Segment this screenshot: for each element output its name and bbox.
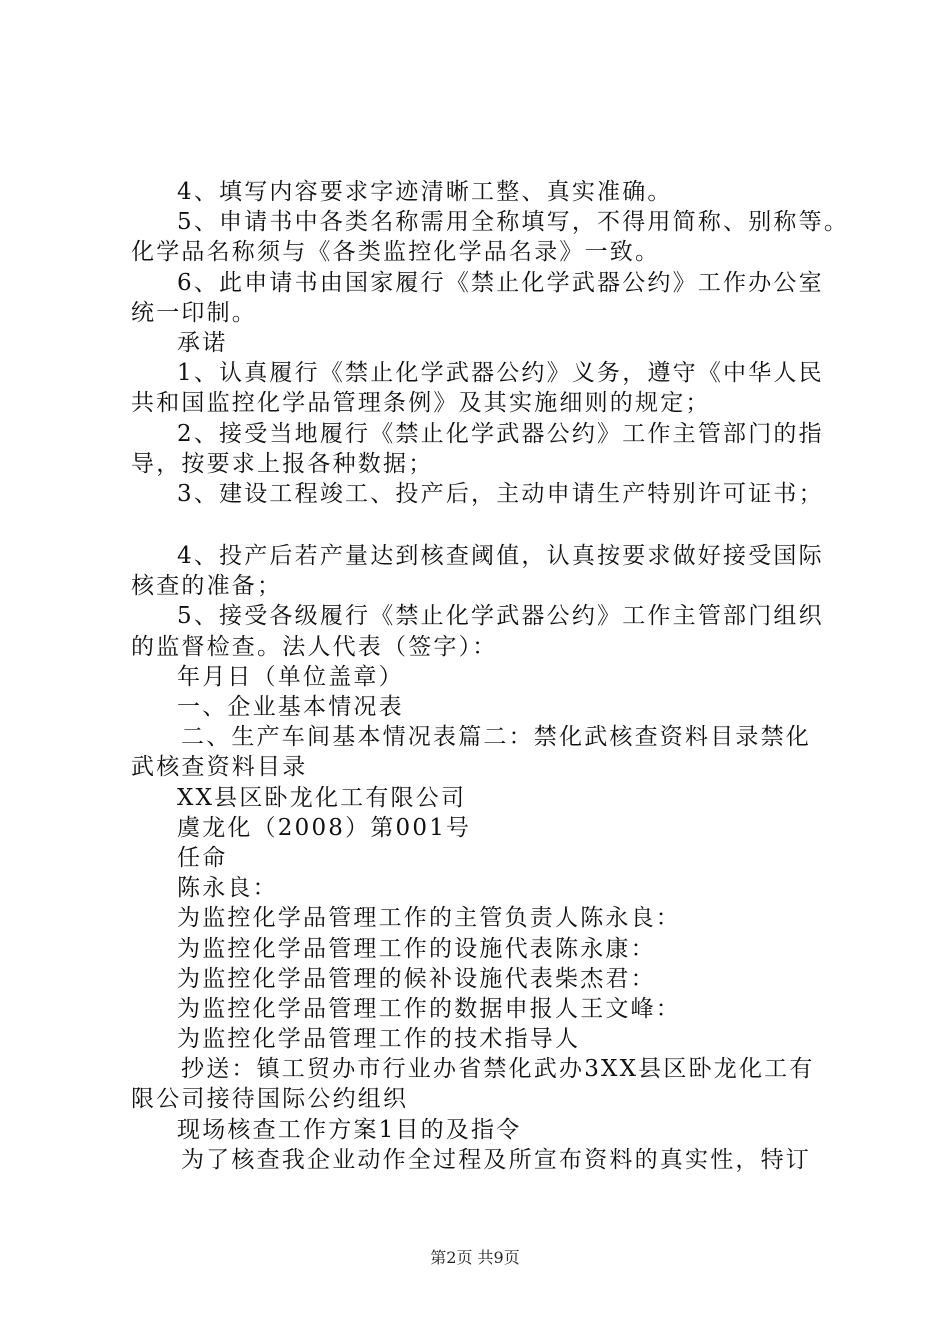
paragraph-line: 为了核查我企业动作全过程及所宣布资料的真实性，特订	[181, 1146, 811, 1173]
paragraph-line: 的监督检查。法人代表（签字）：	[131, 633, 498, 660]
paragraph-line: 5、接受各级履行《禁止化学武器公约》工作主管部门组织	[177, 603, 824, 630]
document-body	[131, 177, 850, 1175]
paragraph-line: 为监控化学品管理工作的技术指导人	[177, 1026, 581, 1053]
paragraph-line: 3、建设工程竣工、投产后，主动申请生产特别许可证书；	[177, 480, 824, 507]
blank-spacer	[131, 509, 831, 541]
paragraph-line: 6、此申请书由国家履行《禁止化学武器公约》工作办公室	[177, 269, 824, 296]
paragraph-line: 为监控化学品管理的候补设施代表柴杰君：	[177, 965, 656, 992]
paragraph-line: 2、接受当地履行《禁止化学武器公约》工作主管部门的指	[177, 420, 824, 447]
paragraph-line: 化学品名称须与《各类监控化学品名录》一致。	[131, 239, 661, 266]
paragraph-line: 为监控化学品管理工作的主管负责人陈永良：	[177, 905, 681, 932]
document-number: 虞龙化（2008）第001号	[177, 814, 472, 841]
paragraph-line: 5、申请书中各类名称需用全称填写，不得用简称、别称等。	[177, 209, 850, 236]
paragraph-line: 年月日（单位盖章）	[177, 663, 404, 690]
paragraph-line: 4、投产后若产量达到核查阈值，认真按要求做好接受国际	[177, 543, 824, 570]
paragraph-line: 二、生产车间基本情况表篇二：禁化武核查资料目录禁化	[181, 724, 811, 751]
company-name: XX县区卧龙化工有限公司	[177, 784, 467, 811]
section-heading: 承诺	[177, 329, 228, 356]
paragraph-line: 核查的准备；	[131, 573, 283, 600]
paragraph-line: 1、认真履行《禁止化学武器公约》义务，遵守《中华人民	[177, 360, 824, 387]
paragraph-line: 抄送：镇工贸办市行业办省禁化武办3XX县区卧龙化工有	[181, 1056, 815, 1083]
paragraph-line: 限公司接待国际公约组织	[131, 1086, 409, 1113]
paragraph-line: 为监控化学品管理工作的数据申报人王文峰：	[177, 995, 681, 1022]
paragraph-line: 为监控化学品管理工作的设施代表陈永康：	[177, 935, 656, 962]
paragraph-line: 一、企业基本情况表	[177, 694, 404, 720]
paragraph-line: 陈永良：	[177, 875, 278, 902]
paragraph-line: 4、填写内容要求字迹清晰工整、真实准确。	[177, 179, 673, 205]
paragraph-line: 共和国监控化学品管理条例》及其实施细则的规定；	[131, 390, 711, 417]
paragraph-line: 统一印制。	[131, 299, 257, 326]
section-heading: 任命	[177, 844, 228, 871]
paragraph-line: 现场核查工作方案1目的及指令	[177, 1116, 522, 1143]
page-footer: 第2页 共9页	[430, 1248, 520, 1267]
paragraph-line: 武核查资料目录	[131, 754, 308, 781]
paragraph-line: 导，按要求上报各种数据；	[131, 450, 434, 477]
